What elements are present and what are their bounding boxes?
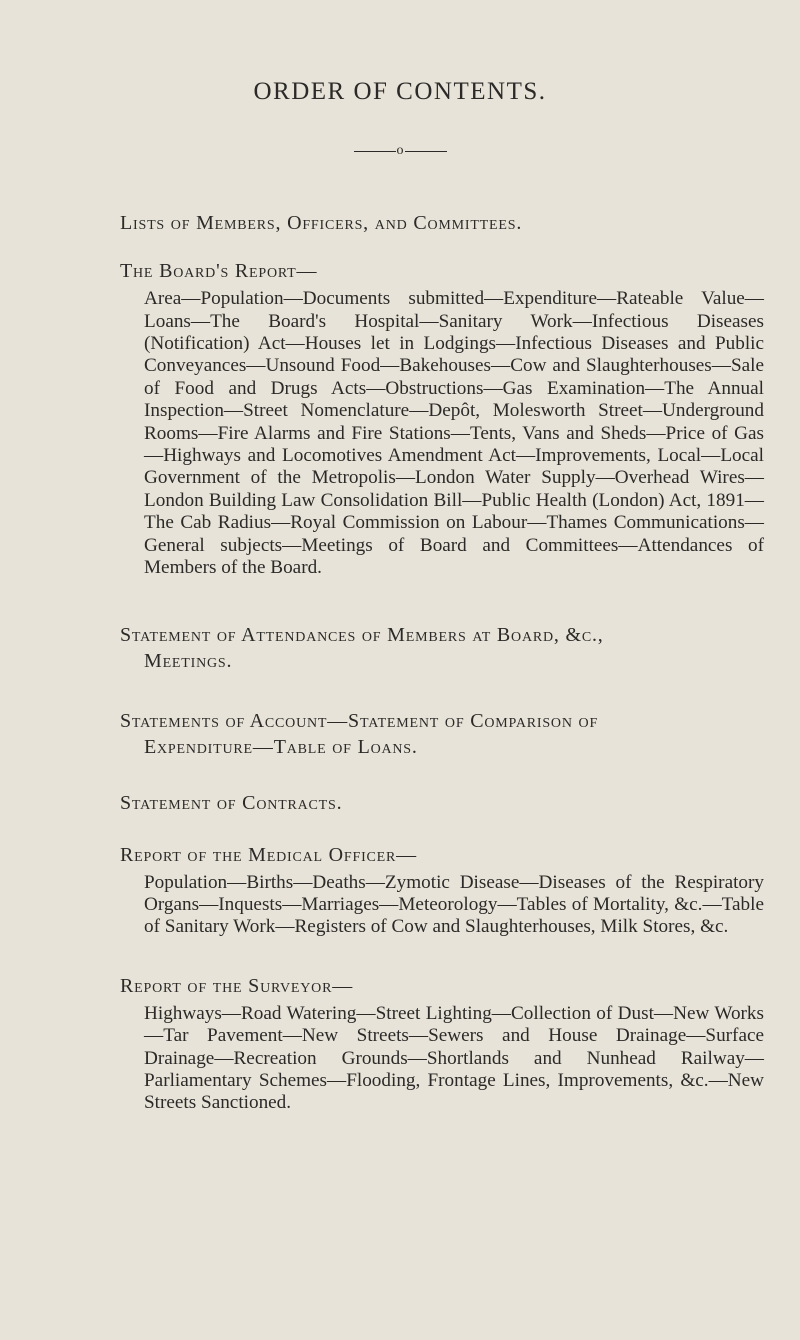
section-boards-report bbox=[120, 258, 764, 579]
divider-rule-right bbox=[405, 151, 447, 152]
section-heading: Lists of Members, Officers, and Committees. bbox=[120, 212, 523, 235]
section-heading bbox=[120, 622, 760, 674]
title-divider bbox=[0, 144, 800, 158]
page-title: ORDER OF CONTENTS. bbox=[253, 78, 547, 105]
section-heading bbox=[120, 708, 760, 760]
section-surveyor bbox=[120, 973, 764, 1115]
heading-line: Meetings. bbox=[144, 649, 233, 672]
section-accounts bbox=[120, 708, 760, 760]
section-attendances bbox=[120, 622, 760, 674]
divider-rule-left bbox=[354, 151, 396, 152]
section-heading: Report of the Medical Officer— bbox=[120, 843, 417, 866]
section-body: Area—Population—Documents submitted—Expenditure—Rateable Value—Loans—The Board's Hospital—Sanitary Work—Infectious Diseases (Notification) Act—Houses let in Lodgings—Infectious Diseases and Public Conveyances—Unsound Food—Bakehouses—Cow and Slaughterhouses—Sale of Food and Drugs Acts—Obstructions—Gas Examination—The Annual Inspection—Street Nomenclature—Depôt, Molesworth Street—Underground Rooms—Fire Alarms and Fire Stations—Tents, Vans and Sheds—Price of Gas—Highways and Locomotives Amendment Act—Improvements, Local—Local Government of the Metropolis—London Water Supply—Overhead Wires—London Building Law Consolidation Bill—Public Health (London) Act, 1891—The Cab Radius—Royal Commission on Labour—Thames Communications—General subjects—Meetings of Board and Committees—Attendances of Members of the Board. bbox=[144, 288, 764, 579]
section-lists bbox=[120, 210, 760, 236]
section-heading: The Board's Report— bbox=[120, 260, 318, 283]
heading-line: Statement of Attendances of Members at Board, &c., bbox=[120, 623, 604, 646]
heading-line: Expenditure—Table of Loans. bbox=[144, 735, 418, 758]
section-heading: Statement of Contracts. bbox=[120, 791, 343, 814]
divider-mark: o bbox=[396, 143, 404, 158]
section-body: Highways—Road Watering—Street Lighting—Collection of Dust—New Works—Tar Pavement—New Streets—Sewers and House Drainage—Surface Drainage—Recreation Grounds—Shortlands and Nunhead Railway—Parliamentary Schemes—Flooding, Frontage Lines, Improvements, &c.—New Streets Sanctioned. bbox=[144, 1002, 764, 1114]
section-body: Population—Births—Deaths—Zymotic Disease—Diseases of the Respiratory Organs—Inquests—Marriages—Meteorology—Tables of Mortality, &c.—Table of Sanitary Work—Registers of Cow and Slaughterhouses, Milk Stores, &c. bbox=[144, 871, 764, 938]
heading-line: Statements of Account—Statement of Comparison of bbox=[120, 709, 599, 732]
section-contracts bbox=[120, 790, 760, 816]
section-medical-officer bbox=[120, 842, 764, 939]
section-heading: Report of the Surveyor— bbox=[120, 974, 354, 997]
